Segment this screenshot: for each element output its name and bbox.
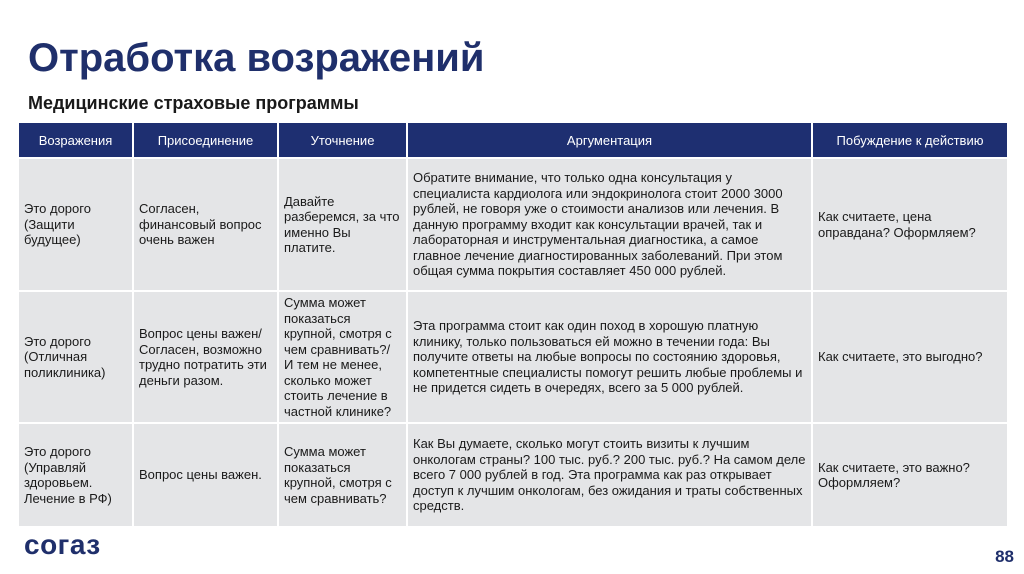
table-header-row: [19, 123, 1007, 157]
call-to-action-cell: Как считаете, это важно? Оформляем?: [813, 424, 1007, 526]
page-title: Отработка возражений: [28, 36, 485, 80]
column-header-objections: Возражения: [19, 123, 132, 157]
joining-cell: Вопрос цены важен.: [134, 424, 277, 526]
clarification-cell: Сумма может показаться крупной, смотря с чем сравнивать?/ И тем не менее, сколько может стоить лечение в частной клинике?: [279, 292, 406, 422]
joining-cell: Согласен, финансовый вопрос очень важен: [134, 159, 277, 290]
call-to-action-cell: Как считаете, это выгодно?: [813, 292, 1007, 422]
page-subtitle: Медицинские страховые программы: [28, 93, 359, 113]
objections-table: [17, 121, 1009, 528]
column-header-joining: Присоединение: [134, 123, 277, 157]
objection-cell: Это дорого (Защити будущее): [19, 159, 132, 290]
page-number: 88: [995, 547, 1014, 566]
column-header-call-to-action: Побуждение к действию: [813, 123, 1007, 157]
joining-cell: Вопрос цены важен/ Согласен, возможно трудно потратить эти деньги разом.: [134, 292, 277, 422]
table-row: [19, 424, 1007, 526]
table-row: [19, 292, 1007, 422]
call-to-action-cell: Как считаете, цена оправдана? Оформляем?: [813, 159, 1007, 290]
sogaz-logo: согаз: [24, 529, 101, 560]
objection-cell: Это дорого (Управляй здоровьем. Лечение в РФ): [19, 424, 132, 526]
clarification-cell: Сумма может показаться крупной, смотря с чем сравнивать?: [279, 424, 406, 526]
objection-cell: Это дорого (Отличная поликлиника): [19, 292, 132, 422]
argumentation-cell: Как Вы думаете, сколько могут стоить визиты к лучшим онкологам страны? 100 тыс. руб.? 200 тыс. руб.? На самом деле всего 7 000 рублей в год. Эта программа как раз открывает доступ к лучшим онкологам, без ожидания и траты собственных средств.: [408, 424, 811, 526]
column-header-argumentation: Аргументация: [408, 123, 811, 157]
clarification-cell: Давайте разберемся, за что именно Вы платите.: [279, 159, 406, 290]
table-row: [19, 159, 1007, 290]
argumentation-cell: Эта программа стоит как один поход в хорошую платную клинику, только пользоваться ей можно в течении года: Вы получите ответы на любые вопросы по состоянию здоровья, компетентные специалисты помогут решить любые проблемы и не придется сидеть в очередях, всего за 5 000 рублей.: [408, 292, 811, 422]
column-header-clarification: Уточнение: [279, 123, 406, 157]
argumentation-cell: Обратите внимание, что только одна консультация у специалиста кардиолога или эндокринолога стоит 2000 3000 рублей, не говоря уже о стоимости анализов или лечения. В данную программу входит как консультации врачей, так и лабораторная и инструментальная диагностика, а самое главное лечение диагностированных заболеваний. При этом общая сумма покрытия составляет 450 000 рублей.: [408, 159, 811, 290]
